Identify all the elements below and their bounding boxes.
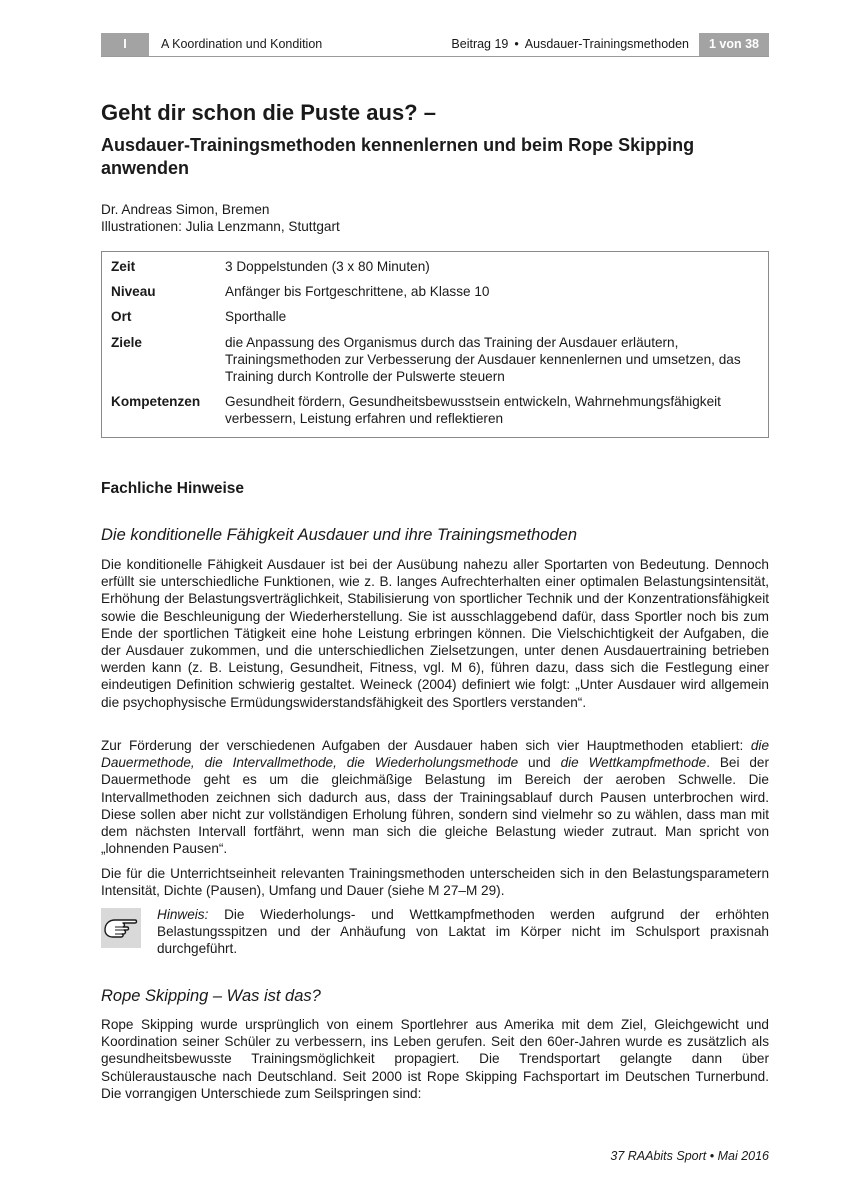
info-label: Ziele <box>111 334 142 350</box>
illustrator-credit: Illustrationen: Julia Lenzmann, Stuttgart <box>101 219 340 234</box>
info-row-kompetenzen <box>111 393 758 427</box>
info-label: Niveau <box>111 284 156 300</box>
methods-italic: die Dauermethode, die Intervallmethode, die Wiederholungsmethode <box>101 738 769 771</box>
overview-box <box>101 251 769 438</box>
info-value: 3 Doppelstunden (3 x 80 Minuten) <box>225 259 430 274</box>
info-value: Anfänger bis Fortgeschrittene, ab Klasse 10 <box>225 284 490 300</box>
hint-text <box>157 906 769 958</box>
hint-label: Hinweis: <box>157 907 209 922</box>
info-label: Zeit <box>111 259 136 274</box>
info-row-zeit <box>111 258 758 275</box>
pointing-hand-svg <box>101 908 141 948</box>
page-footer: 37 RAAbits Sport • Mai 2016 <box>610 1149 769 1163</box>
article-title: Ausdauer-Trainingsmethoden <box>524 36 689 51</box>
author-name: Dr. Andreas Simon, Bremen <box>101 202 270 217</box>
section-tab: I <box>101 33 149 56</box>
info-row-niveau <box>111 283 758 300</box>
running-header <box>101 33 769 57</box>
header-spacer <box>322 33 451 56</box>
paragraph-hauptmethoden <box>101 737 769 857</box>
subsection-heading-ausdauer: Die konditionelle Fähigkeit Ausdauer und ihre Trainingsmethoden <box>101 526 578 544</box>
text-run: Zur Förderung der verschiedenen Aufgaben der Ausdauer haben sich vier Hauptmethoden etabliert: <box>101 738 751 753</box>
hint-body: Die Wiederholungs- und Wettkampfmethoden werden aufgrund der erhöhten Belastungsspitzen und der Anhäufung von Laktat im Körper nicht im Schulsport praxisnah durchgeführt. <box>157 907 769 957</box>
page-subtitle: Ausdauer-Trainingsmethoden kennenlernen und beim Rope Skipping anwenden <box>101 135 695 178</box>
info-label: Ort <box>111 309 132 325</box>
method-italic: die Wettkampfmethode <box>560 755 707 771</box>
text-run: . Bei der Dauermethode geht es um die gleichmäßige Belastung im Bereich der aeroben Schwelle. Die Intervallmethoden zeichnen sich dadurch aus, dass der Trainingsablauf durch Pausen unterbrochen wird. Diese sollen aber nicht zur vollständigen Erholung führen, sondern sind vielmehr so zu wählen, dass man mit dem nächsten Intervall fortfährt, wenn man sich die gleiche Belastung wieder zutraut. Man spricht von „lohnenden Pausen“. <box>101 755 769 857</box>
hint-note <box>101 906 769 958</box>
section-heading: Fachliche Hinweise <box>101 480 244 497</box>
info-value: Sporthalle <box>225 309 287 325</box>
info-label: Kompetenzen <box>111 394 201 410</box>
chapter-title: A Koordination und Kondition <box>161 36 323 51</box>
text-run: und <box>518 755 561 771</box>
subsection-heading-rope-skipping: Rope Skipping – Was ist das? <box>101 987 321 1005</box>
paragraph-rope-skipping: Rope Skipping wurde ursprünglich von einem Sportlehrer aus Amerika mit dem Ziel, Gleichgewicht und Koordination seiner Schüler zu verbessern, ins Leben gerufen. Seit den 60er-Jahren wurde es zusätzlich als gesundheitsbewusste Trainingsmöglichkeit propagiert. Die Trendsportart gelangte dann über Schüleraustausche nach Deutschland. Seit 2000 ist Rope Skipping Fachsportart im Deutschen Turnerbund. Die vorrangigen Unterschiede zum Seilspringen sind: <box>101 1017 769 1101</box>
page-indicator: 1 von 38 <box>699 33 769 56</box>
info-value: die Anpassung des Organismus durch das Training der Ausdauer erläutern, Trainingsmethoden zur Verbesserung der Ausdauer kennenlernen und umsetzen, das Training durch Kontrolle der Pulswerte steuern <box>225 334 741 385</box>
paragraph-belastungsparameter: Die für die Unterrichtseinheit relevanten Trainingsmethoden unterscheiden sich in den Belastungsparametern Intensität, Dichte (Pausen), Umfang und Dauer (siehe M 27–M 29). <box>101 866 769 899</box>
author-block <box>101 201 340 235</box>
article-number: Beitrag 19 <box>451 36 509 51</box>
info-value: Gesundheit fördern, Gesundheitsbewusstsein entwickeln, Wahrnehmungsfähigkeit verbessern, Leistung erfahren und reflektieren <box>225 394 721 427</box>
info-row-ort <box>111 308 758 325</box>
article-info <box>451 33 699 56</box>
paragraph-ausdauer-definition: Die konditionelle Fähigkeit Ausdauer ist bei der Ausübung nahezu aller Sportarten von Bedeutung. Dennoch erfüllt sie unterschiedliche Funktionen, wie z. B. langes Aufrechterhalten einer optimalen Belastungsintensität, Erhöhung der Belastungsverträglichkeit, Stabilisierung von sportlicher Technik und der Konzentrationsfähigkeit sowie die Beschleunigung der Wiederherstellung. Sie ist ausschlaggebend dafür, dass Sportler noch bis zum Ende der sportlichen Tätigkeit eine hohe Leistung erbringen können. Die Vielschichtigkeit der Aufgaben, die der Ausdauer zukommen, und die unterschiedlichen Zielsetzungen, unter denen Ausdauertraining betrieben werden kann (z. B. Leistung, Gesundheit, Fitness, vgl. M 6), führen dazu, dass sich die Festlegung einer eindeutigen Definition schwierig gestaltet. Weineck (2004) definiert wie folgt: „Unter Ausdauer wird allgemein die psychophysische Ermüdungswiderstandsfähigkeit des Sportlers verstanden“. <box>101 557 769 710</box>
info-row-ziele <box>111 334 758 386</box>
page-title: Geht dir schon die Puste aus? – <box>101 100 436 125</box>
pointing-hand-icon <box>101 908 141 948</box>
bullet-separator: • <box>514 36 519 51</box>
